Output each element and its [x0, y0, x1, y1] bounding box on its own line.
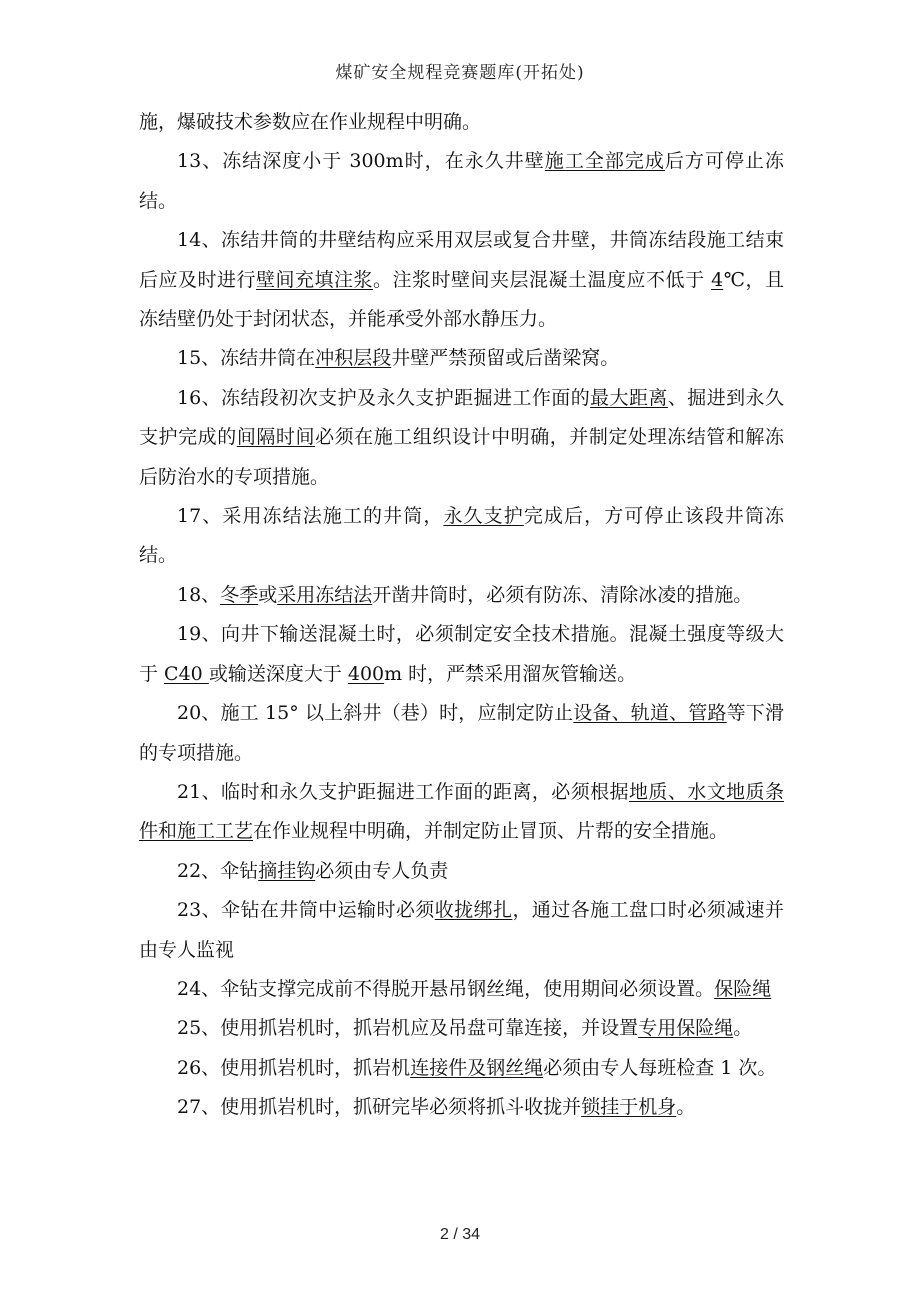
paragraph — [139, 1088, 784, 1127]
underlined-answer: 冲积层段 — [315, 347, 392, 370]
paragraph — [139, 339, 784, 378]
text-run: 14、冻结井筒的井壁结构应采用双层或复合井壁，井筒冻结段施工结束后应及时进行 — [139, 229, 784, 291]
underlined-answer: 间隔时间 — [236, 426, 316, 449]
underlined-answer: 摘挂钩 — [258, 859, 316, 882]
text-run: 26、使用抓岩机时，抓岩机 — [177, 1056, 411, 1079]
text-run: ，通过各施工盘口时必须减速并由专人监视 — [139, 899, 784, 961]
underlined-answer: 专用保险绳 — [638, 1017, 734, 1040]
underlined-answer: 冬季 — [220, 583, 259, 606]
text-run: 等下滑的专项措施。 — [139, 702, 784, 764]
text-run: 25、使用抓岩机时，抓岩机应及吊盘可靠连接，并设置 — [177, 1017, 639, 1040]
text-run: 27、使用抓岩机时，抓研完毕必须将抓斗收拢并 — [177, 1096, 582, 1119]
underlined-answer: C40 — [164, 662, 209, 685]
text-run: 15、冻结井筒在 — [177, 347, 316, 370]
paragraph — [139, 1009, 784, 1048]
text-run: 开凿井筒时，必须有防冻、清除冰凌的措施。 — [372, 583, 753, 606]
text-run: 必须在施工组织设计中明确，并制定处理冻结管和解冻后防治水的专项措施。 — [139, 426, 784, 488]
underlined-answer: 最大距离 — [590, 386, 668, 409]
text-run: 施，爆破技术参数应在作业规程中明确。 — [139, 111, 482, 133]
text-run: m 时，严禁采用溜灰管输送。 — [384, 662, 637, 685]
paragraph — [139, 142, 784, 221]
text-run: 21、临时和永久支护距掘进工作面的距离，必须根据 — [177, 780, 629, 803]
underlined-answer: 4 — [711, 268, 724, 291]
text-run: 、掘进到永久支护完成的 — [139, 386, 784, 449]
underlined-answer: 锁挂于机身 — [581, 1096, 677, 1119]
underlined-answer: 壁间充填注浆 — [256, 268, 374, 291]
text-run: 23、伞钻在井筒中运输时必须 — [177, 899, 435, 922]
text-run: 或 — [258, 583, 278, 606]
paragraph — [139, 970, 784, 1009]
document-body — [139, 103, 784, 1128]
text-run: 后方可停止冻结。 — [139, 150, 784, 212]
text-run: 。 — [676, 1096, 696, 1119]
text-run: 13、冻结深度小于 300m时，在永久井壁 — [177, 150, 545, 173]
paragraph — [139, 103, 784, 142]
paragraph — [139, 379, 784, 497]
underlined-answer: 永久支护 — [443, 505, 524, 528]
underlined-answer: 连接件及钢丝绳 — [410, 1056, 544, 1079]
text-run: 16、冻结段初次支护及永久支护距掘进工作面的 — [177, 386, 591, 409]
text-run: 24、伞钻支撑完成前不得脱开悬吊钢丝绳，使用期间必须设置。 — [177, 977, 715, 1000]
underlined-answer: 设备、轨道、管路 — [573, 702, 727, 725]
text-run: ℃，且冻结壁仍处于封闭状态，并能承受外部水静压力。 — [139, 268, 784, 331]
text-run: 。 — [733, 1017, 753, 1040]
paragraph — [139, 891, 784, 970]
underlined-answer: 施工全部完成 — [544, 150, 665, 173]
paragraph — [139, 497, 784, 576]
text-run: 必须由专人负责 — [315, 859, 449, 882]
paragraph — [139, 694, 784, 773]
page-number: 2 / 34 — [439, 1226, 481, 1243]
underlined-answer: 采用冻结法 — [277, 583, 373, 606]
text-run: 20、施工 15° 以上斜井（巷）时，应制定防止 — [177, 702, 574, 725]
paragraph — [139, 852, 784, 891]
text-run: 或输送深度大于 — [208, 662, 348, 685]
paragraph — [139, 773, 784, 852]
underlined-answer: 收拢绑扎 — [434, 899, 513, 922]
paragraph — [139, 615, 784, 694]
text-run: 22、伞钻 — [177, 859, 259, 882]
text-run: 井壁严禁预留或后凿梁窝。 — [391, 347, 620, 370]
page-header: 煤矿安全规程竞赛题库(开拓处) — [335, 63, 585, 83]
paragraph — [139, 1049, 784, 1088]
text-run: 必须由专人每班检查 1 次。 — [543, 1056, 777, 1079]
underlined-answer: 地质、水文地质条件和施工工艺 — [139, 780, 784, 843]
text-run: 18、 — [177, 583, 221, 606]
text-run: 在作业规程中明确，并制定防止冒顶、片帮的安全措施。 — [253, 820, 729, 843]
text-run: 。注浆时壁间夹层混凝土温度应不低于 — [373, 268, 712, 291]
paragraph — [139, 576, 784, 615]
paragraph — [139, 221, 784, 339]
underlined-answer: 400 — [347, 662, 385, 685]
underlined-answer: 保险绳 — [714, 977, 772, 1000]
text-run: 19、向井下输送混凝土时，必须制定安全技术措施。混凝土强度等级大于 — [139, 623, 784, 685]
text-run: 完成后，方可停止该段井筒冻结。 — [139, 505, 784, 567]
text-run: 17、采用冻结法施工的井筒， — [177, 505, 444, 528]
